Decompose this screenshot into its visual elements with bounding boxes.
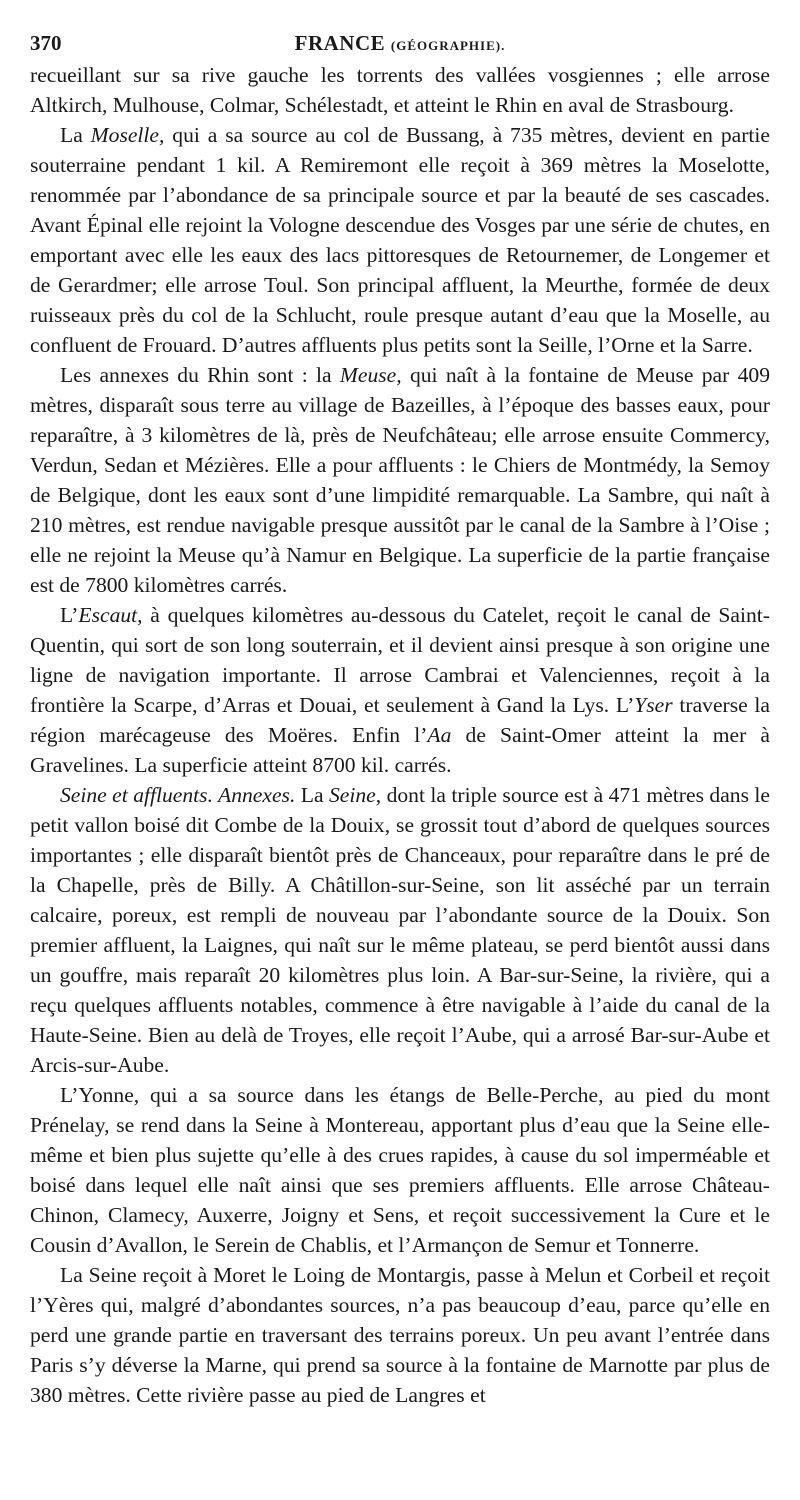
text-run: de Saint-Omer atteint la mer à Gravelines. La superficie atteint 8700 kil. carrés. — [30, 723, 770, 777]
running-title-sub: (GÉOGRAPHIE). — [390, 38, 506, 53]
italic-text: Seine et affluents. Annexes. — [60, 783, 296, 807]
text-run: L’Yonne, qui a sa source dans les étangs de Belle-Perche, au pied du mont Prénelay, se rend dans la Seine à Montereau, apportant plus d’eau que la Seine elle-même et bien plus sujette qu’elle à des crues rapides, à cause du sol imperméable et boisé dans lequel elle naît ainsi que ses premiers affluents. Elle arrose Château-Chinon, Clamecy, Auxerre, Joigny et Sens, et reçoit successivement la Cure et le Cousin d’Avallon, le Serein de Chablis, et l’Armançon de Semur et Tonnerre. — [30, 1083, 770, 1257]
paragraph — [30, 1260, 770, 1410]
text-run: recueillant sur sa rive gauche les torrents des vallées vosgiennes ; elle arrose Altkirch, Mulhouse, Colmar, Schélestadt, et atteint le Rhin en aval de Strasbourg. — [30, 63, 770, 117]
page-number: 370 — [30, 31, 62, 55]
text-run: L’ — [60, 603, 79, 627]
paragraph — [30, 1080, 770, 1260]
text-run: , dont la triple source est à 471 mètres dans le petit vallon boisé dit Combe de la Douix, se grossit tout d’abord de quelques sources importantes ; elle disparaît bientôt près de Chanceaux, pour reparaître dans le pré de la Chapelle, près de Billy. A Châtillon-sur-Seine, son lit asséché par un terrain calcaire, poreux, est rempli de nouveau par l’abondante source de la Douix. Son premier affluent, la Laignes, qui naît sur le même plateau, se perd bientôt aussi dans un gouffre, mais reparaît 20 kilomètres plus loin. A Bar-sur-Seine, la rivière, qui a reçu quelques affluents notables, commence à être navigable à l’aide du canal de la Haute-Seine. Bien au delà de Troyes, elle reçoit l’Aube, qui a arrosé Bar-sur-Aube et Arcis-sur-Aube. — [30, 783, 771, 1077]
italic-text: Yser — [634, 693, 673, 717]
italic-text: Seine — [329, 783, 376, 807]
text-run: qui naît à la fontaine de Meuse par 409 mètres, disparaît sous terre au village de Bazeilles, à l’époque des basses eaux, pour reparaître, à 3 kilomètres de là, près de Neufchâteau; elle arrose ensuite Commercy, Verdun, Sedan et Mézières. Elle a pour affluents : le Chiers de Montmédy, la Semoy de Belgique, dont les eaux sont d’une limpidité remarquable. La Sambre, qui naît à 210 mètres, est rendue navigable presque aussitôt par le canal de la Sambre à l’Oise ; elle ne rejoint la Meuse qu’à Namur en Belgique. La superficie de la partie française est de 7800 kilomètres carrés. — [30, 363, 771, 597]
paragraph — [30, 600, 770, 780]
text-run: La — [295, 783, 329, 807]
paragraph — [30, 360, 770, 600]
running-header — [30, 28, 770, 58]
text-run: qui a sa source au col de Bussang, à 735 mètres, devient en partie souterraine pendant 1 kil. A Remiremont elle reçoit à 369 mètres la Moselotte, renommée par l’abondance de sa principale source et par la beauté de ses cascades. Avant Épinal elle rejoint la Vologne descendue des Vosges par une série de chutes, en emportant avec elle les eaux des lacs pittoresques de Retournemer, de Longemer et de Gerardmer; elle arrose Toul. Son principal affluent, la Meurthe, formée de deux ruisseaux près du col de la Schlucht, roule presque autant d’eau que la Moselle, au confluent de Frouard. D’autres affluents plus petits sont la Seille, l’Orne et la Sarre. — [30, 123, 770, 357]
text-run: traverse la région marécageuse des Moëres. Enfin l’ — [30, 693, 770, 747]
text-run: Les annexes du Rhin sont : la — [60, 363, 340, 387]
running-title-main: FRANCE — [294, 31, 386, 55]
text-run: La — [60, 123, 91, 147]
italic-text: Escaut, — [78, 603, 143, 627]
italic-text: Aa — [427, 723, 452, 747]
italic-text: Moselle, — [90, 123, 165, 147]
paragraph — [30, 120, 770, 360]
paragraph — [30, 780, 770, 1080]
text-body — [30, 60, 770, 1410]
italic-text: Meuse, — [339, 363, 402, 387]
paragraph — [30, 60, 770, 120]
running-title — [30, 28, 770, 61]
text-run: à quelques kilomètres au-dessous du Catelet, reçoit le canal de Saint-Quentin, qui sort de son long souterrain, et il devient ainsi presque à son origine une ligne de navigation importante. Il arrose Cambrai et Valenciennes, reçoit à la frontière la Scarpe, d’Arras et Douai, et seulement à Gand la Lys. L’ — [30, 603, 770, 717]
text-run: La Seine reçoit à Moret le Loing de Montargis, passe à Melun et Corbeil et reçoit l’Yères qui, malgré d’abondantes sources, n’a pas beaucoup d’eau, parce qu’elle en perd une grande partie en traversant des terrains poreux. Un peu avant l’entrée dans Paris s’y déverse la Marne, qui prend sa source à la fontaine de Marnotte par plus de 380 mètres. Cette rivière passe au pied de Langres et — [30, 1263, 770, 1407]
book-page — [30, 28, 770, 1410]
